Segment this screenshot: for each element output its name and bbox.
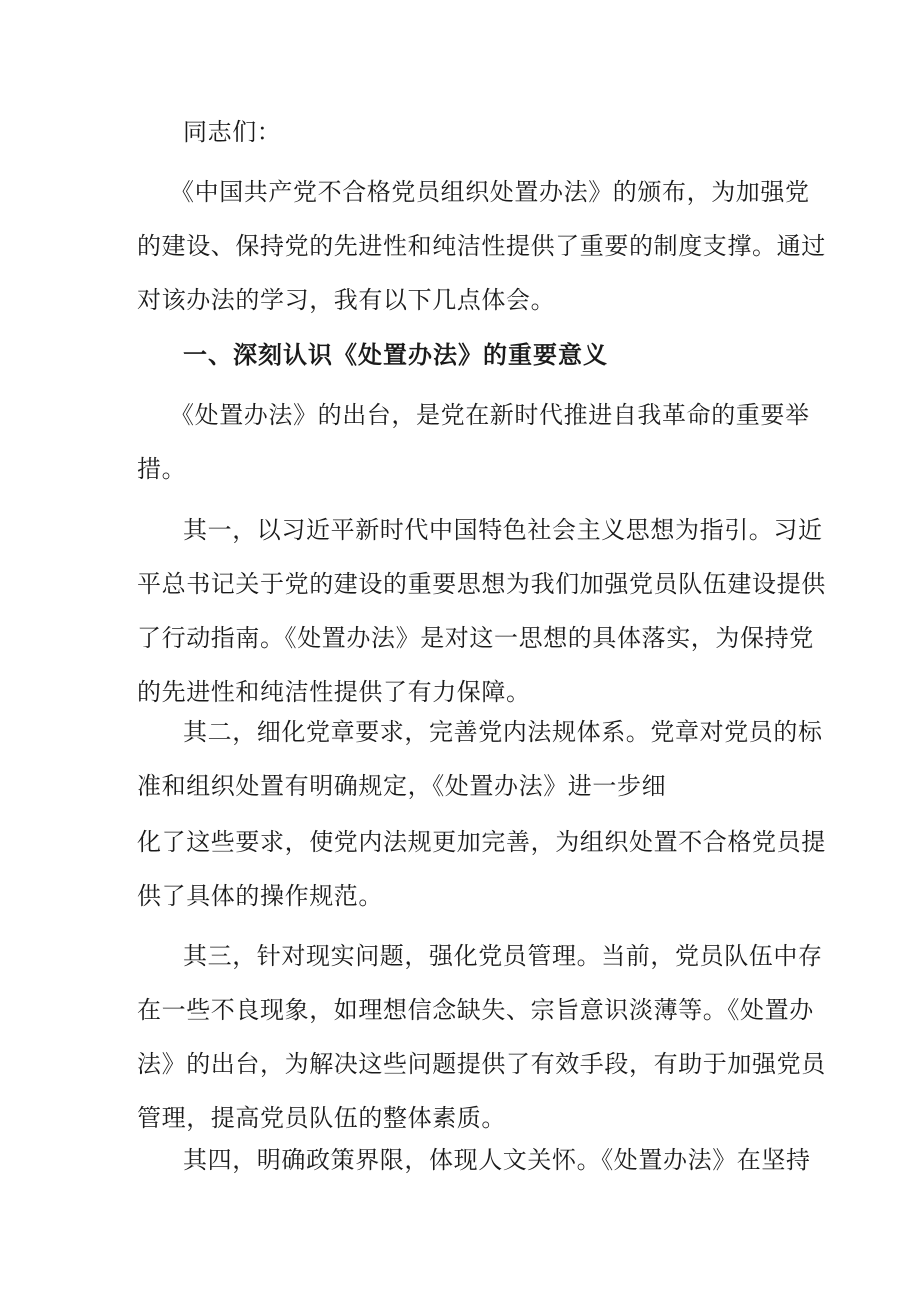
point1-line-4: 的先进性和纯洁性提供了有力保障。 <box>137 678 531 706</box>
section-heading: 一、深刻认识《处置办法》的重要意义 <box>183 340 608 369</box>
point2-line-3: 化了这些要求，使党内法规更加完善，为组织处置不合格党员提 <box>137 828 826 856</box>
point2-line-1: 其二，细化党章要求，完善党内法规体系。党章对党员的标 <box>183 718 823 746</box>
point3-line-1: 其三，针对现实问题，强化党员管理。当前，党员队伍中存 <box>183 942 823 970</box>
intro-line-3: 对该办法的学习，我有以下几点体会。 <box>137 286 556 314</box>
salutation: 同志们： <box>183 118 282 146</box>
section-lead-line-1: 《处置办法》的出台，是党在新时代推进自我革命的重要举 <box>170 401 810 429</box>
intro-line-2: 的建设、保持党的先进性和纯洁性提供了重要的制度支撑。通过 <box>137 232 826 260</box>
point2-line-2: 准和组织处置有明确规定，《处置办法》进一步细 <box>137 772 667 800</box>
point1-line-2: 平总书记关于党的建设的重要思想为我们加强党员队伍建设提供 <box>137 570 826 598</box>
point3-line-2: 在一些不良现象，如理想信念缺失、宗旨意识淡薄等。《处置办 <box>137 996 814 1024</box>
point1-line-1: 其一，以习近平新时代中国特色社会主义思想为指引。习近 <box>183 516 823 544</box>
point3-line-4: 管理，提高党员队伍的整体素质。 <box>137 1104 506 1132</box>
point3-line-3: 法》的出台，为解决这些问题提供了有效手段，有助于加强党员 <box>137 1050 826 1078</box>
point4-line-1: 其四，明确政策界限，体现人文关怀。《处置办法》在坚持 <box>183 1146 811 1174</box>
section-lead-line-2: 措。 <box>137 455 187 483</box>
point2-line-4: 供了具体的操作规范。 <box>137 882 383 910</box>
point1-line-3: 了行动指南。《处置办法》是对这一思想的具体落实，为保持党 <box>137 624 814 652</box>
intro-line-1: 《中国共产党不合格党员组织处置办法》的颁布，为加强党 <box>170 178 810 206</box>
